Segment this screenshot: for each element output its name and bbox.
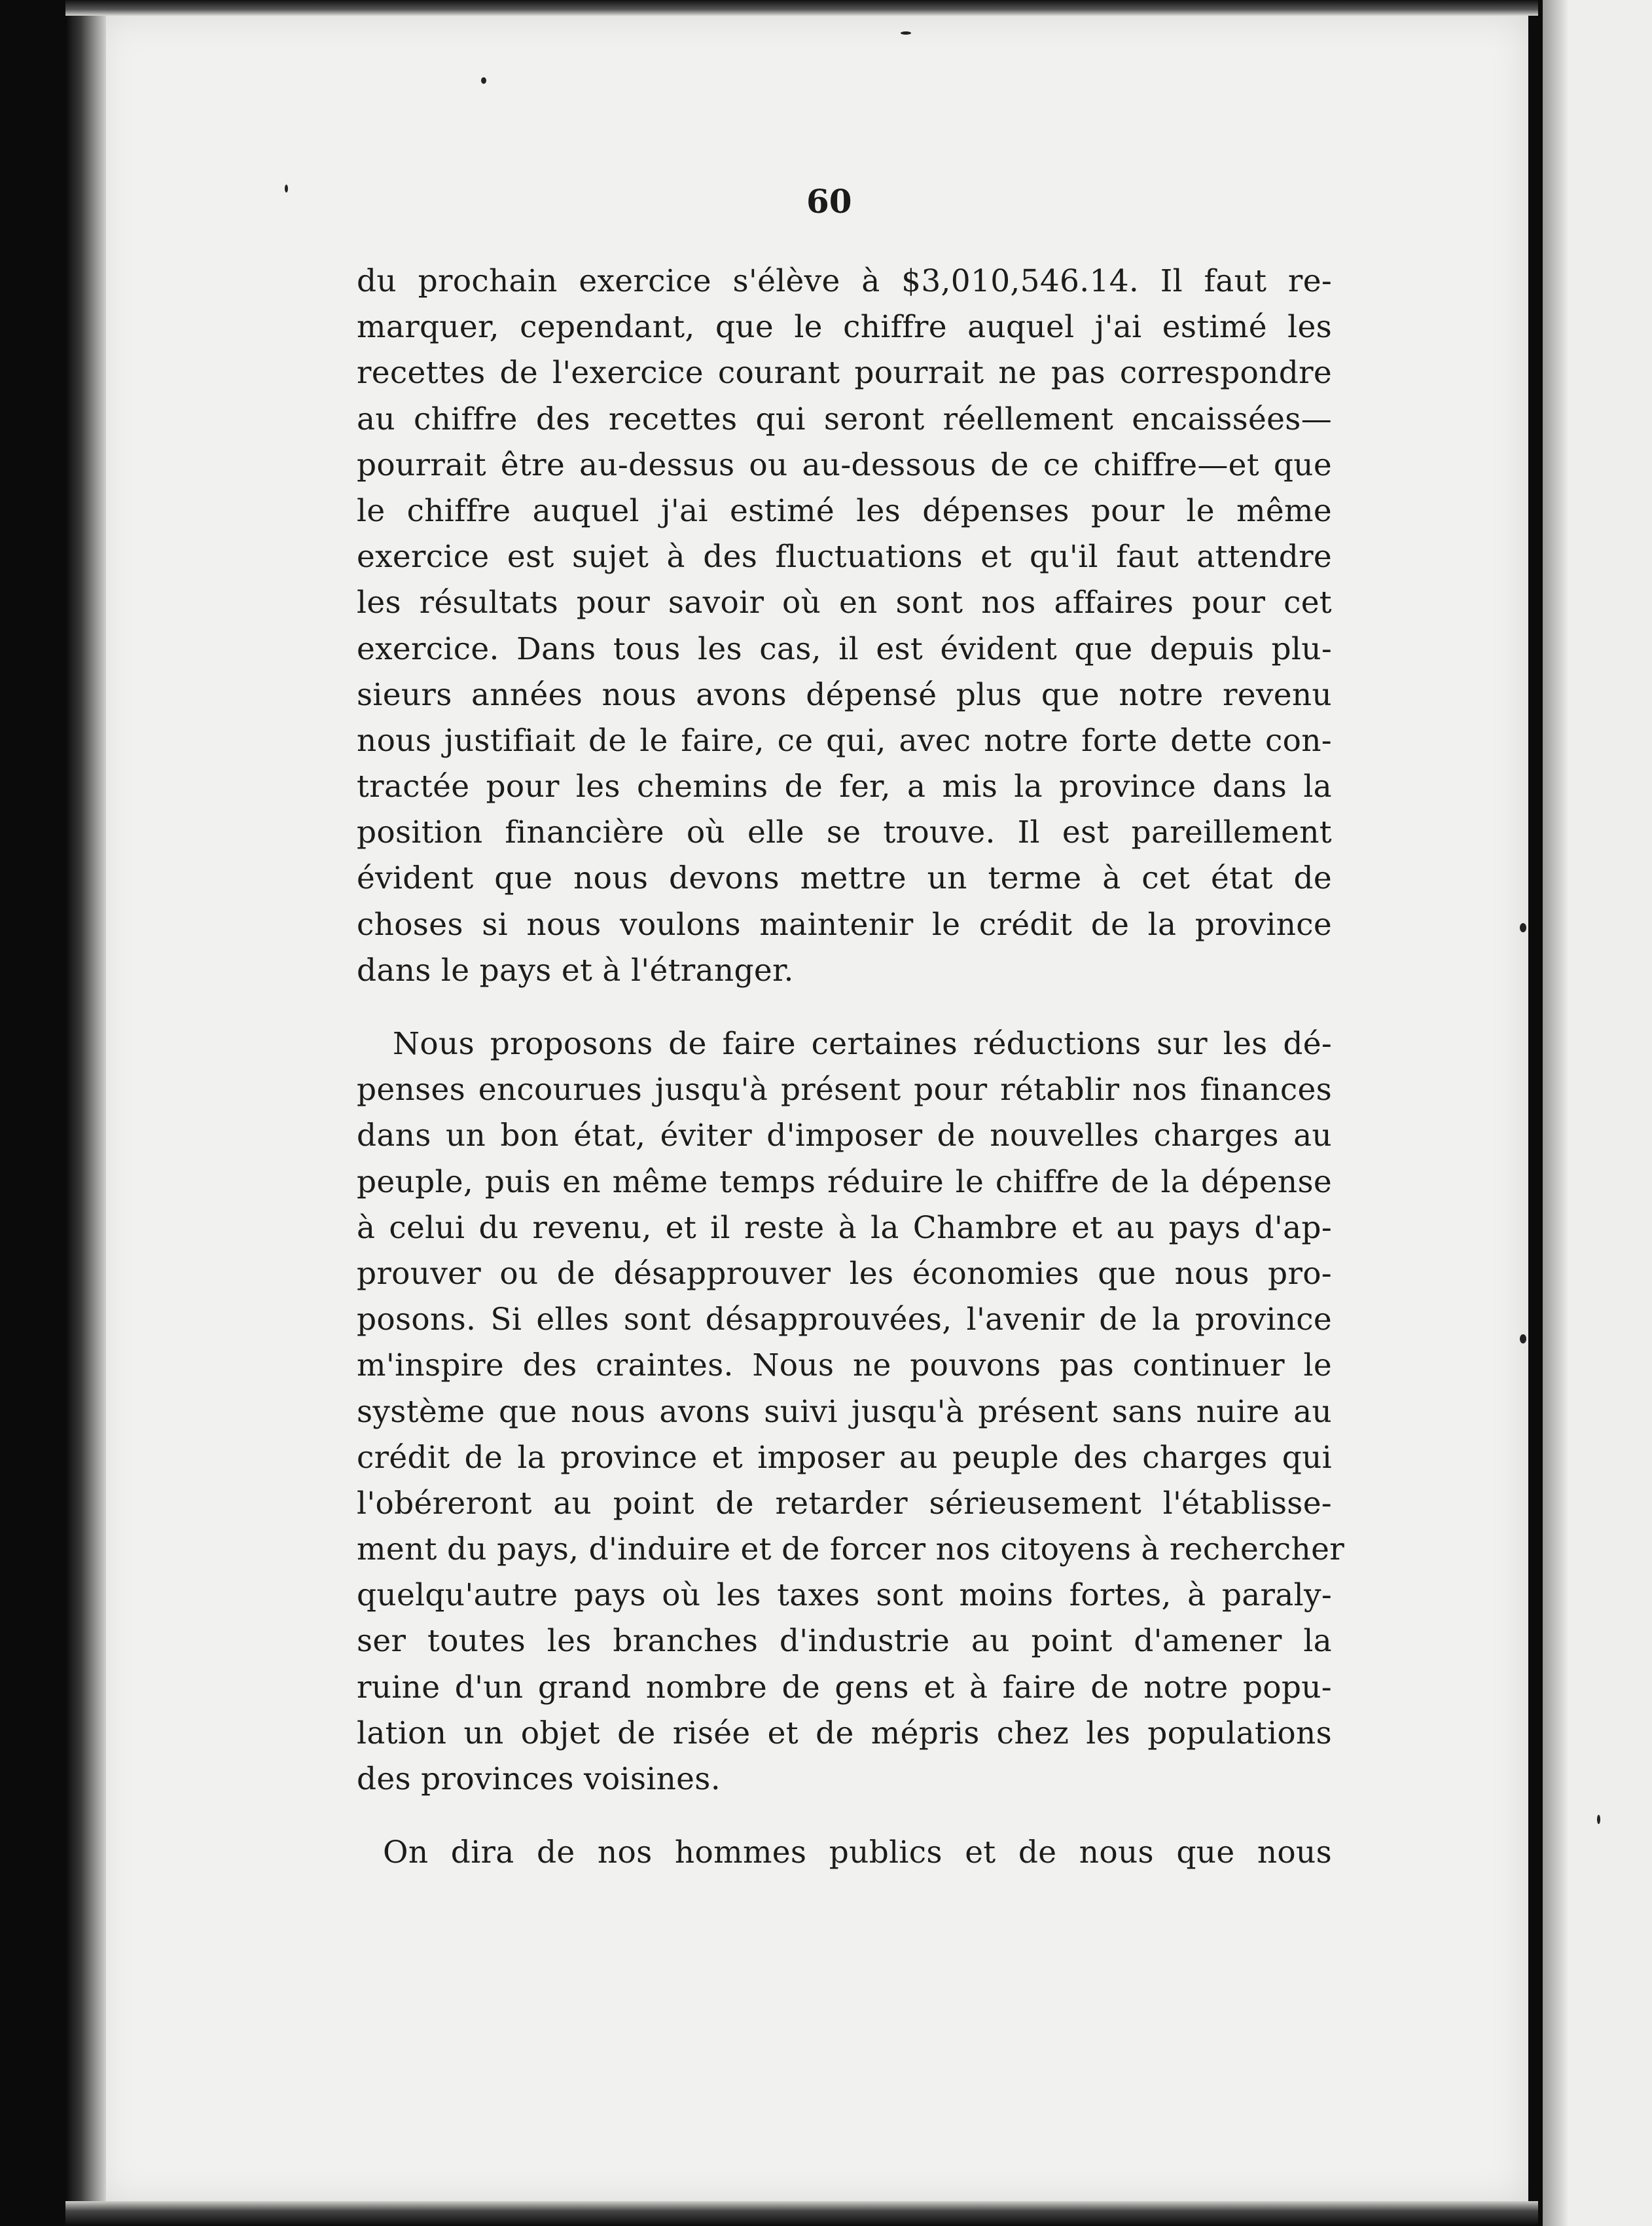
scan-speck	[1520, 1334, 1526, 1343]
paragraph-3	[357, 1830, 1332, 1876]
paragraph-gap	[357, 1802, 1332, 1830]
text-line: m'inspire des craintes. Nous ne pouvons pas continuer le	[357, 1347, 1332, 1384]
body-text	[357, 259, 1344, 1876]
book-binding-edge	[67, 0, 106, 2226]
text-line: quelqu'autre pays où les taxes sont moins fortes, à paraly-	[357, 1577, 1332, 1614]
text-line: On dira de nos hommes publics et de nous que nous	[383, 1834, 1332, 1871]
text-line: pourrait être au-dessus ou au-dessous de ce chiffre—et que	[357, 447, 1332, 483]
text-line: à celui du revenu, et il reste à la Chambre et au pays d'ap-	[357, 1209, 1332, 1246]
scan-speck	[285, 185, 288, 192]
text-line: posons. Si elles sont désapprouvées, l'avenir de la province	[357, 1302, 1332, 1338]
text-line: évident que nous devons mettre un terme à cet état de	[357, 860, 1332, 897]
text-line: choses si nous voulons maintenir le crédit de la province	[357, 906, 1332, 943]
text-line: ment du pays, d'induire et de forcer nos citoyens à rechercher	[357, 1531, 1344, 1568]
text-line: système que nous avons suivi jusqu'à présent sans nuire au	[357, 1393, 1332, 1430]
text-line: tractée pour les chemins de fer, a mis la province dans la	[357, 769, 1332, 805]
text-line: position financière où elle se trouve. Il est pareillement	[357, 814, 1332, 851]
text-line: exercice est sujet à des fluctuations et qu'il faut attendre	[357, 539, 1332, 575]
text-line: recettes de l'exercice courant pourrait ne pas correspondre	[357, 355, 1332, 392]
text-line: nous justifiait de le faire, ce qui, avec notre forte dette con-	[357, 722, 1332, 759]
page-bottom-edge	[65, 2201, 1538, 2226]
text-line: prouver ou de désapprouver les économies que nous pro-	[357, 1255, 1332, 1292]
text-line: peuple, puis en même temps réduire le chiffre de la dépense	[357, 1163, 1332, 1200]
text-line: lation un objet de risée et de mépris chez les populations	[357, 1715, 1332, 1751]
paragraph-gap	[357, 994, 1332, 1021]
scan-speck	[1520, 923, 1526, 932]
facing-page-shadow	[1543, 0, 1569, 2226]
paragraph-1	[357, 259, 1332, 994]
scan-speck	[901, 31, 911, 35]
gutter-divider	[1527, 0, 1543, 2226]
scan-speck	[1597, 1815, 1600, 1824]
text-line: marquer, cependant, que le chiffre auquel j'ai estimé les	[357, 309, 1332, 346]
text-line: les résultats pour savoir où en sont nos affaires pour cet	[357, 585, 1332, 621]
text-line: ser toutes les branches d'industrie au point d'amener la	[357, 1623, 1332, 1660]
page-top-edge	[65, 0, 1538, 16]
text-line: dans un bon état, éviter d'imposer de nouvelles charges au	[357, 1118, 1332, 1154]
text-line: le chiffre auquel j'ai estimé les dépenses pour le même	[357, 492, 1332, 529]
text-line: exercice. Dans tous les cas, il est évident que depuis plu-	[357, 630, 1332, 667]
scan-speck	[481, 77, 486, 84]
text-line: du prochain exercice s'élève à $3,010,546.14. Il faut re-	[357, 263, 1332, 299]
text-line: penses encourues jusqu'à présent pour rétablir nos finances	[357, 1072, 1332, 1108]
text-line: au chiffre des recettes qui seront réellement encaissées—	[357, 401, 1332, 437]
page-number: 60	[806, 182, 852, 221]
paragraph-2	[357, 1021, 1344, 1802]
text-line: sieurs années nous avons dépensé plus que notre revenu	[357, 676, 1332, 713]
text-line: crédit de la province et imposer au peuple des charges qui	[357, 1439, 1332, 1476]
text-line: Nous proposons de faire certaines réductions sur les dé-	[393, 1026, 1332, 1062]
text-line: l'obéreront au point de retarder sérieusement l'établisse-	[357, 1485, 1332, 1522]
text-line: dans le pays et à l'étranger.	[357, 952, 794, 989]
text-line: ruine d'un grand nombre de gens et à faire de notre popu-	[357, 1669, 1332, 1706]
text-line: des provinces voisines.	[357, 1761, 721, 1797]
